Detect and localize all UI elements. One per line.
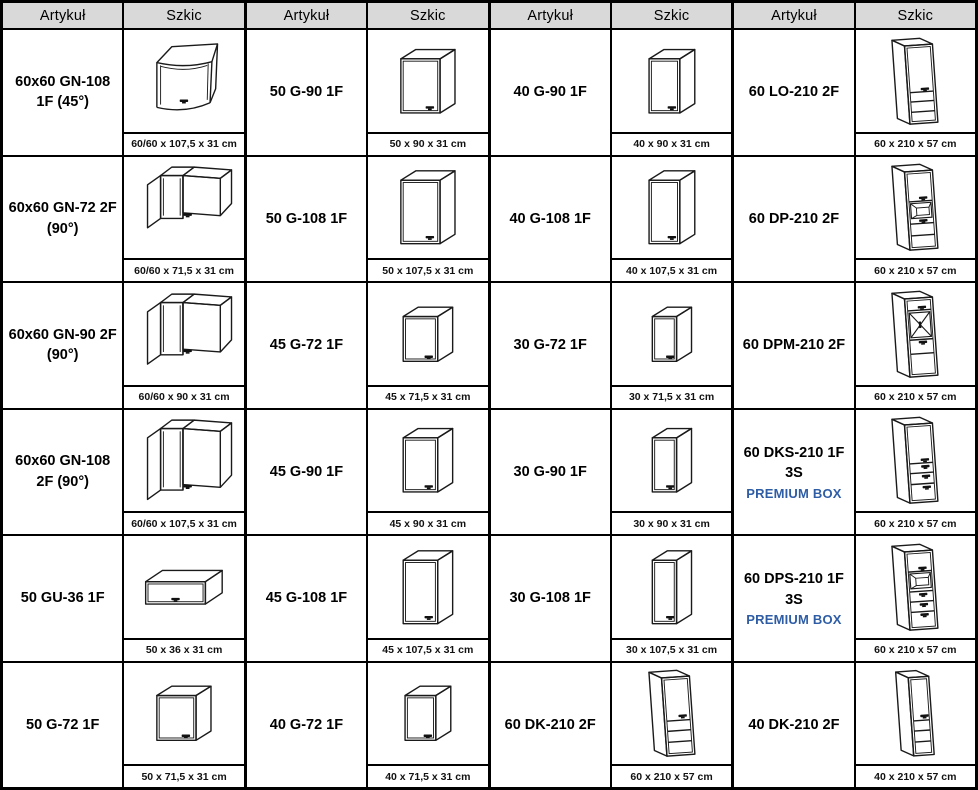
sketch-cell <box>368 157 487 282</box>
article-name: 60 DKS-210 1F 3S <box>743 444 845 482</box>
article-name: 50 GU-36 1F <box>20 590 105 607</box>
cabinet-sketch <box>368 536 487 638</box>
cabinet-sketch <box>368 410 487 512</box>
article-cell <box>247 536 366 661</box>
sketch-cell <box>612 30 731 155</box>
dimension-label: 60 x 210 x 57 cm <box>612 764 731 787</box>
article-name: 60 DP-210 2F <box>748 210 840 227</box>
article-cell <box>491 283 610 408</box>
article-name: 30 G-90 1F <box>513 463 587 480</box>
cabinet-sketch <box>612 536 731 638</box>
article-name: 40 G-72 1F <box>269 716 344 733</box>
column-header-artykul: Artykuł <box>247 3 366 28</box>
catalog-subtable <box>734 3 975 787</box>
dimension-label: 60 x 210 x 57 cm <box>856 132 975 155</box>
article-cell <box>3 663 122 788</box>
cabinet-sketch <box>124 283 243 385</box>
sketch-cell <box>856 410 975 535</box>
article-name: 30 G-108 1F <box>509 590 591 607</box>
dimension-label: 45 x 71,5 x 31 cm <box>368 385 487 408</box>
cabinet-sketch <box>124 410 243 512</box>
article-cell <box>3 283 122 408</box>
sketch-cell <box>124 410 243 535</box>
sketch-cell <box>124 283 243 408</box>
catalog-subtable <box>3 3 244 787</box>
dimension-label: 50 x 71,5 x 31 cm <box>124 764 243 787</box>
sketch-cell <box>368 663 487 788</box>
sketch-cell <box>612 410 731 535</box>
column-header-szkic: Szkic <box>856 3 975 28</box>
sketch-cell <box>856 157 975 282</box>
article-cell <box>734 536 853 661</box>
column-header-szkic: Szkic <box>368 3 487 28</box>
article-name: 50 G-72 1F <box>26 716 100 733</box>
cabinet-sketch <box>856 30 975 132</box>
cabinet-sketch <box>368 283 487 385</box>
article-cell <box>491 536 610 661</box>
sketch-cell <box>612 536 731 661</box>
article-name: 60 DPS-210 1F 3S <box>743 571 844 608</box>
dimension-label: 50 x 90 x 31 cm <box>368 132 487 155</box>
cabinet-sketch <box>856 283 975 385</box>
dimension-label: 30 x 90 x 31 cm <box>612 511 731 534</box>
dimension-label: 45 x 107,5 x 31 cm <box>368 638 487 661</box>
dimension-label: 40 x 90 x 31 cm <box>612 132 731 155</box>
sketch-cell <box>612 157 731 282</box>
cabinet-sketch <box>612 410 731 512</box>
premium-box-label: PREMIUM BOX <box>746 485 842 501</box>
column-header-artykul: Artykuł <box>491 3 610 28</box>
column-header-szkic: Szkic <box>612 3 731 28</box>
dimension-label: 40 x 71,5 x 31 cm <box>368 764 487 787</box>
dimension-label: 45 x 90 x 31 cm <box>368 511 487 534</box>
article-cell <box>734 663 853 788</box>
sketch-cell <box>612 663 731 788</box>
article-cell <box>734 157 853 282</box>
cabinet-sketch <box>612 283 731 385</box>
article-name: 60x60 GN-90 2F (90°) <box>8 326 117 364</box>
article-cell <box>734 410 853 535</box>
column-header-artykul: Artykuł <box>3 3 122 28</box>
dimension-label: 40 x 107,5 x 31 cm <box>612 258 731 281</box>
sketch-cell <box>124 157 243 282</box>
article-cell <box>247 157 366 282</box>
article-cell <box>3 536 122 661</box>
sketch-cell <box>856 536 975 661</box>
article-cell <box>491 663 610 788</box>
sketch-cell <box>368 30 487 155</box>
cabinet-sketch <box>856 536 975 638</box>
article-name: 30 G-72 1F <box>513 337 587 354</box>
article-name: 40 G-90 1F <box>513 84 587 101</box>
sketch-cell <box>124 536 243 661</box>
dimension-label: 60 x 210 x 57 cm <box>856 511 975 534</box>
article-name: 50 G-90 1F <box>269 84 344 101</box>
cabinet-sketch <box>612 663 731 765</box>
cabinet-sketch <box>368 30 487 132</box>
article-name: 60x60 GN-108 1F (45°) <box>15 73 111 111</box>
article-name: 40 DK-210 2F <box>748 716 840 733</box>
cabinet-sketch <box>368 157 487 259</box>
article-cell <box>734 283 853 408</box>
dimension-label: 40 x 210 x 57 cm <box>856 764 975 787</box>
premium-box-label: PREMIUM BOX <box>746 612 842 628</box>
sketch-cell <box>856 283 975 408</box>
article-name: 60x60 GN-108 2F (90°) <box>15 453 111 490</box>
article-cell <box>491 410 610 535</box>
dimension-label: 60 x 210 x 57 cm <box>856 258 975 281</box>
catalog-subtable <box>491 3 732 787</box>
article-cell <box>734 30 853 155</box>
article-name: 40 G-108 1F <box>509 210 591 227</box>
dimension-label: 50 x 107,5 x 31 cm <box>368 258 487 281</box>
sketch-cell <box>368 283 487 408</box>
cabinet-sketch <box>124 663 243 765</box>
article-cell <box>247 30 366 155</box>
dimension-label: 60 x 210 x 57 cm <box>856 638 975 661</box>
article-name: 50 G-108 1F <box>265 210 348 227</box>
article-name: 45 G-108 1F <box>265 590 348 607</box>
dimension-label: 60/60 x 71,5 x 31 cm <box>124 258 243 281</box>
article-name: 60 LO-210 2F <box>748 84 840 101</box>
cabinet-sketch <box>124 30 243 132</box>
sketch-cell <box>856 663 975 788</box>
article-cell <box>247 283 366 408</box>
article-name: 60 DK-210 2F <box>504 716 596 733</box>
cabinet-sketch <box>612 157 731 259</box>
cabinet-sketch <box>612 30 731 132</box>
article-cell <box>491 30 610 155</box>
article-cell <box>3 410 122 535</box>
dimension-label: 60/60 x 107,5 x 31 cm <box>124 511 243 534</box>
cabinet-sketch <box>856 157 975 259</box>
cabinet-sketch <box>124 536 243 638</box>
dimension-label: 60/60 x 90 x 31 cm <box>124 385 243 408</box>
sketch-cell <box>856 30 975 155</box>
article-name: 60x60 GN-72 2F (90°) <box>8 200 117 237</box>
article-cell <box>3 30 122 155</box>
catalog-subtable <box>247 3 488 787</box>
sketch-cell <box>124 663 243 788</box>
cabinet-sketch <box>368 663 487 765</box>
article-name: 60 DPM-210 2F <box>742 337 846 354</box>
sketch-cell <box>612 283 731 408</box>
article-cell <box>491 157 610 282</box>
sketch-cell <box>124 30 243 155</box>
article-cell <box>3 157 122 282</box>
cabinet-sketch <box>124 157 243 259</box>
cabinet-sketch <box>856 663 975 765</box>
article-name: 45 G-90 1F <box>269 463 344 480</box>
article-cell <box>247 410 366 535</box>
article-cell <box>247 663 366 788</box>
dimension-label: 30 x 107,5 x 31 cm <box>612 638 731 661</box>
dimension-label: 30 x 71,5 x 31 cm <box>612 385 731 408</box>
column-header-artykul: Artykuł <box>734 3 853 28</box>
dimension-label: 60 x 210 x 57 cm <box>856 385 975 408</box>
cabinet-sketch <box>856 410 975 512</box>
sketch-cell <box>368 536 487 661</box>
dimension-label: 60/60 x 107,5 x 31 cm <box>124 132 243 155</box>
article-name: 45 G-72 1F <box>269 337 344 354</box>
dimension-label: 50 x 36 x 31 cm <box>124 638 243 661</box>
column-header-szkic: Szkic <box>124 3 243 28</box>
sketch-cell <box>368 410 487 535</box>
